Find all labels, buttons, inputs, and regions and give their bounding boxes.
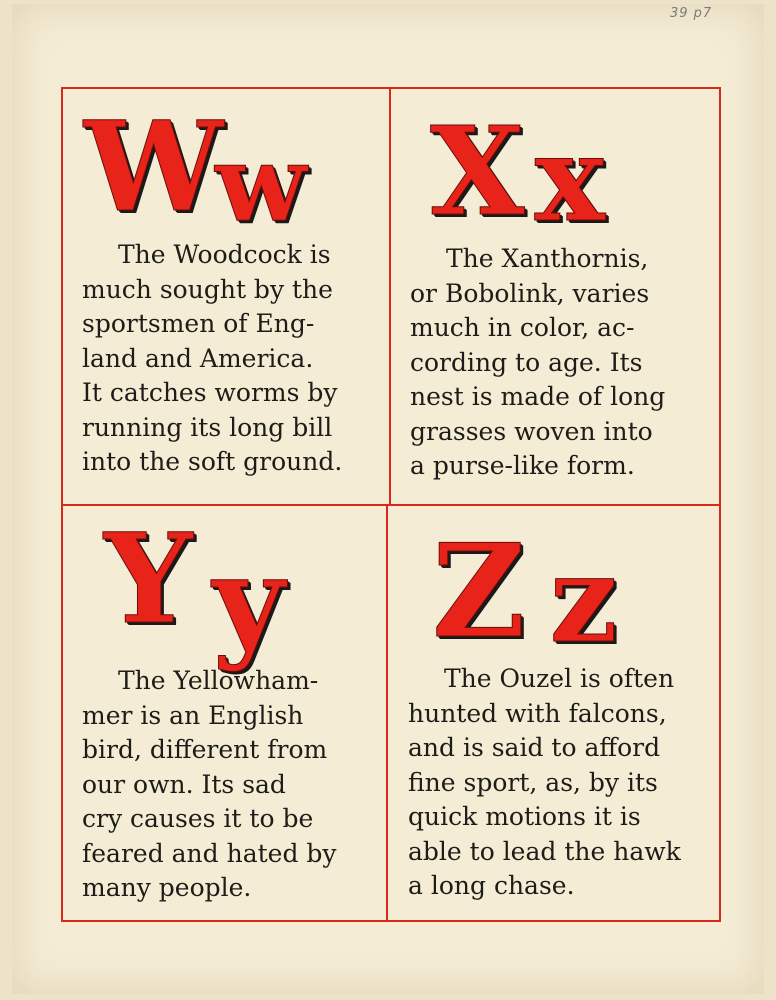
text-line: bird, different from: [82, 735, 328, 764]
letter-lower-z: z: [549, 529, 618, 670]
grid-divider-horizontal: [61, 504, 721, 506]
text-line: our own. Its sad: [82, 769, 286, 799]
text-line: It catches worms by: [82, 378, 338, 407]
grid-divider-vertical-bottom: [386, 505, 388, 922]
letter-heading-y: [104, 507, 285, 674]
text-line: mer is an English: [82, 700, 304, 730]
text-line: nest is made of long: [410, 382, 666, 411]
text-line: fine sport, as, by its: [408, 767, 658, 797]
paragraph-x: [410, 242, 702, 484]
letter-lower-w: w: [215, 120, 307, 245]
text-line: many people.: [82, 873, 252, 902]
page-number-note: 39 p7: [670, 6, 713, 21]
text-line: a purse-like form.: [410, 451, 635, 480]
text-line: The Woodcock is: [118, 240, 331, 269]
letter-lower-x: x: [534, 109, 606, 248]
letter-heading-x: [430, 99, 606, 248]
text-line: grasses woven into: [410, 416, 653, 446]
text-line: much in color, ac-: [410, 313, 635, 342]
letter-upper-w: W: [84, 95, 218, 240]
letter-upper-x: X: [430, 99, 525, 243]
paragraph-y: [82, 664, 372, 906]
text-line: land and America.: [82, 343, 314, 373]
text-line: hunted with falcons,: [408, 698, 667, 728]
paragraph-z: [408, 662, 702, 904]
text-line: much sought by the: [82, 274, 333, 304]
text-line: feared and hated by: [82, 838, 337, 868]
text-line: into the soft ground.: [82, 447, 343, 476]
text-line: sportsmen of Eng-: [82, 309, 315, 338]
letter-heading-w: [84, 95, 307, 245]
text-line: able to lead the hawk: [408, 836, 681, 866]
letter-upper-y: Y: [104, 507, 193, 652]
text-line: The Xanthornis,: [446, 244, 649, 273]
paragraph-w: [82, 238, 372, 480]
text-line: cording to age. Its: [410, 347, 643, 377]
text-line: quick motions it is: [408, 802, 641, 831]
text-line: cry causes it to be: [82, 804, 314, 833]
letter-heading-z: [432, 517, 618, 670]
text-line: running its long bill: [82, 412, 333, 442]
text-line: and is said to afford: [408, 733, 661, 762]
letter-upper-z: Z: [432, 517, 526, 667]
text-line: a long chase.: [408, 871, 575, 900]
text-line: or Bobolink, varies: [410, 278, 650, 308]
letter-lower-y: y: [212, 529, 285, 674]
text-line: The Yellowham-: [118, 666, 319, 695]
text-line: The Ouzel is often: [444, 664, 675, 693]
grid-divider-vertical-top: [389, 87, 391, 505]
